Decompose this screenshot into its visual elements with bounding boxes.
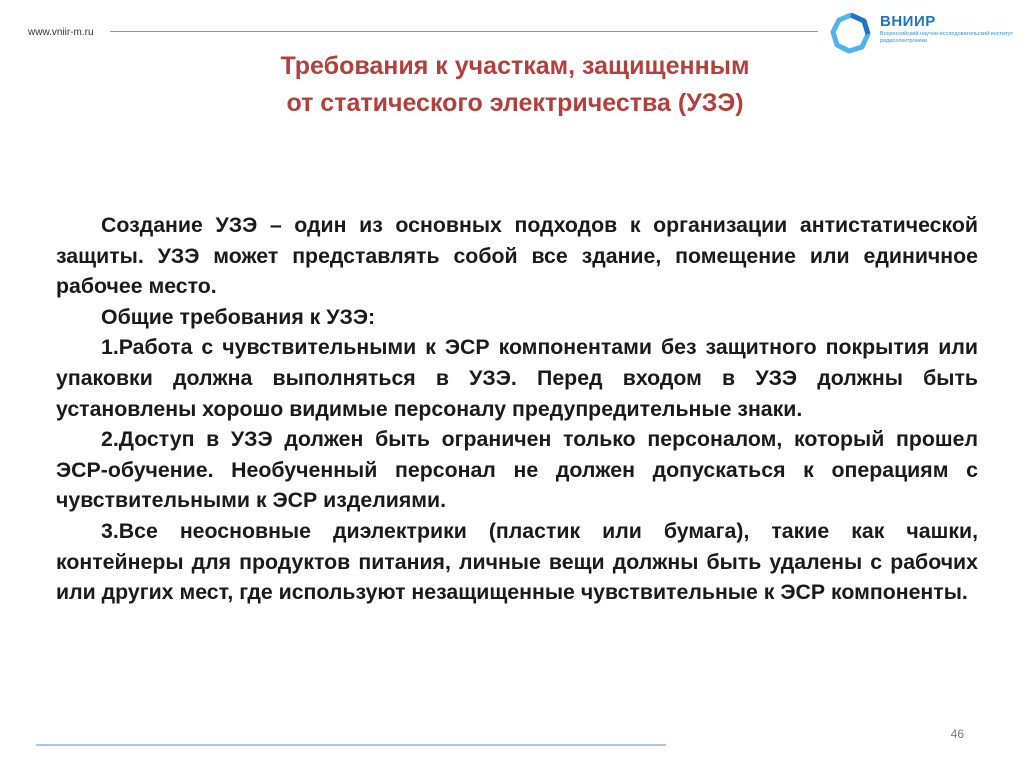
slide-title-line-2: от статического электричества (УЗЭ) <box>286 89 744 117</box>
body-paragraph-requirement-1: 1.Работа с чувствительными к ЭСР компонентами без защитного покрытия или упаковки должна выполняться в УЗЭ. Перед входом в УЗЭ должны быть установлены хорошо видимые персоналу предупредительные знаки. <box>56 335 978 421</box>
header-divider <box>110 31 818 32</box>
slide-title <box>150 48 880 122</box>
logo-name: ВНИИР <box>880 13 936 30</box>
body-paragraph-requirement-3: 3.Все неосновные диэлектрики (пластик или бумага), такие как чашки, контейнеры для продуктов питания, личные вещи должны быть удалены с рабочих или других мест, где используют незащищенные чувствительные к ЭСР компоненты. <box>56 518 978 605</box>
page-number: 46 <box>950 727 964 741</box>
slide-title-line-1: Требования к участкам, защищенным <box>280 52 750 80</box>
body-paragraph-intro: Создание УЗЭ – один из основных подходов к организации антистатической защиты. УЗЭ может представлять собой все здание, помещение или единичное рабочее место. <box>56 213 978 299</box>
body-paragraph-requirements-heading: Общие требования к УЗЭ: <box>101 304 376 329</box>
slide-body <box>56 210 978 608</box>
body-paragraph-requirement-2: 2.Доступ в УЗЭ должен быть ограничен только персоналом, который прошел ЭСР-обучение. Необученный персонал не должен допускаться к операциям с чувствительными к ЭСР изделиями. <box>56 427 978 513</box>
site-url: www.vniir-m.ru <box>28 27 94 38</box>
logo-subtitle: Всероссийский научно-исследовательский институт радиоэлектроники <box>880 31 1013 44</box>
footer-divider <box>36 744 666 746</box>
